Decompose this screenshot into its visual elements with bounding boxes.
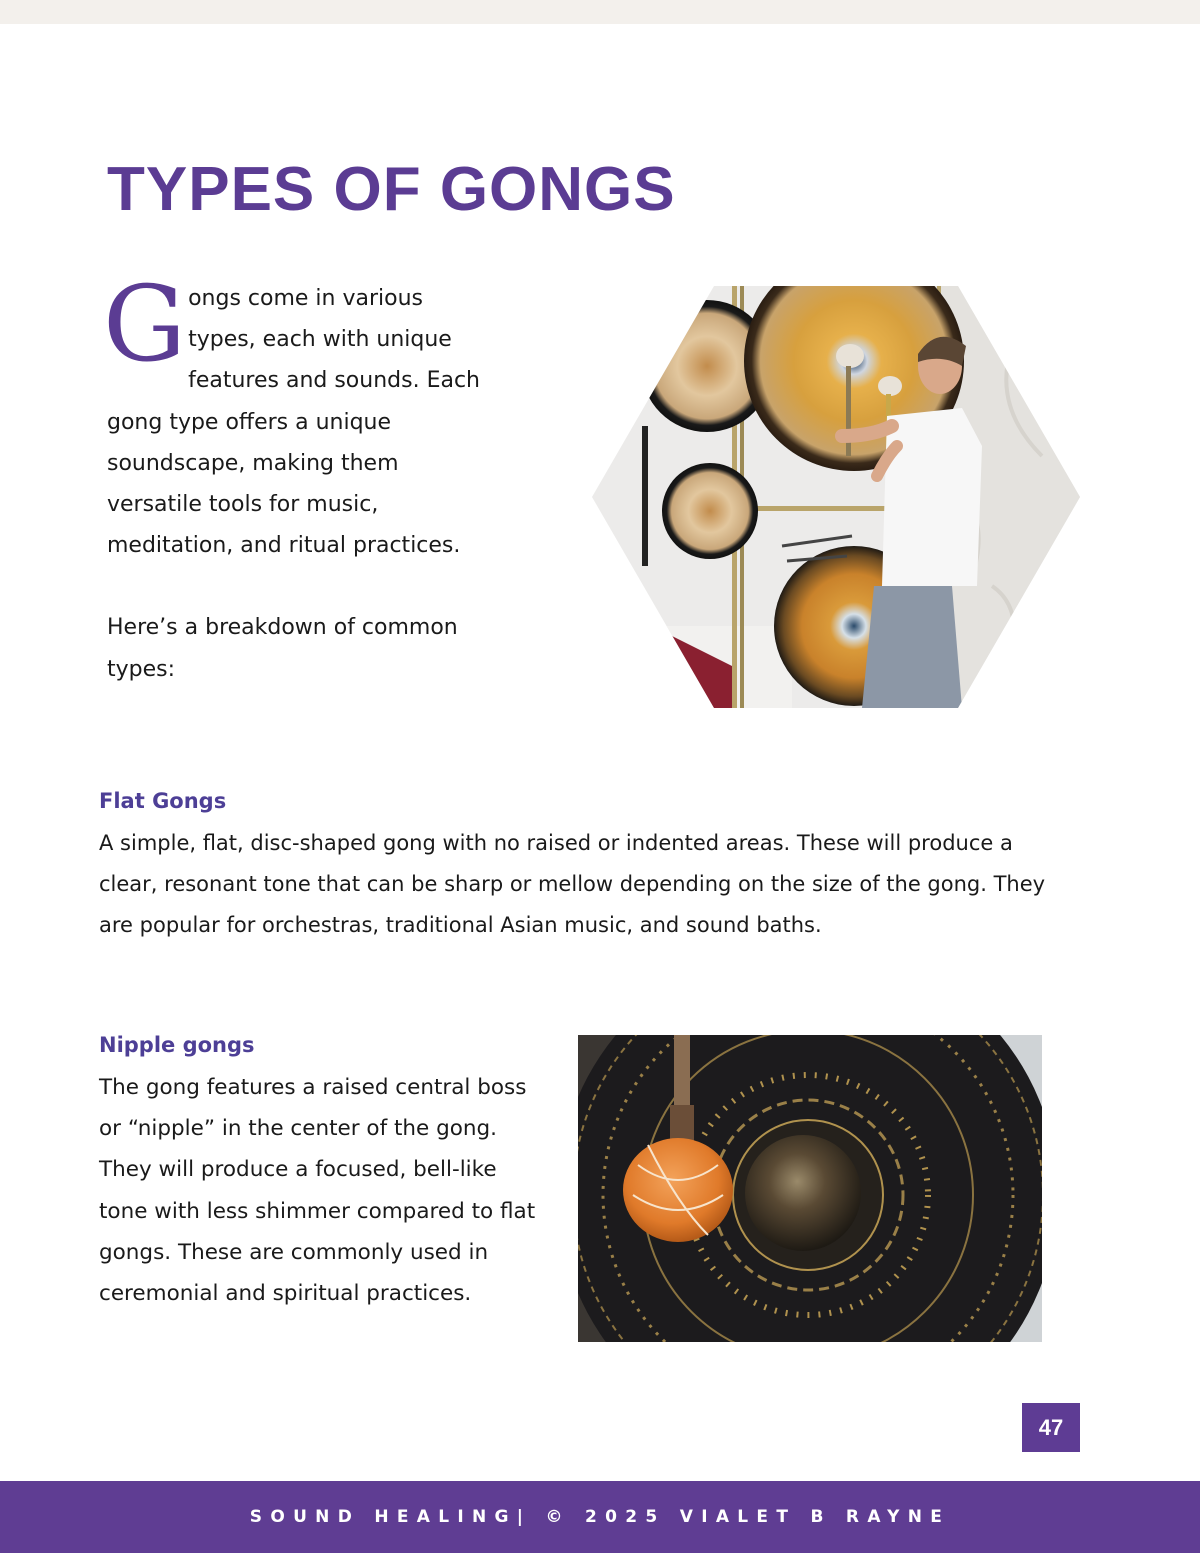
flat-gongs-description: A simple, flat, disc-shaped gong with no raised or indented areas. These will produce a clear, resonant tone that can be sharp or mellow depending on the size of the gong. They are popular for orchestras, traditional Asian music, and sound baths.	[99, 831, 1046, 938]
intro-paragraph-text: ongs come in various types, each with unique features and sounds. Each gong type offers a unique soundscape, making them versatile tools for music, meditation, and ritual practices.	[107, 286, 480, 559]
page-number: 47	[1022, 1403, 1080, 1452]
intro-breakdown-text: Here’s a breakdown of common types:	[107, 615, 458, 682]
nipple-gongs-heading: Nipple gongs	[99, 1033, 255, 1057]
nipple-gongs-description: The gong features a raised central boss or “nipple” in the center of the gong. They will produce a focused, bell-like tone with less shimmer compared to flat gongs. These are commonly used in ceremonial and spiritual practices.	[99, 1075, 536, 1307]
intro-paragraph	[103, 263, 497, 566]
top-strip	[0, 0, 1200, 24]
nipple-gong-photo	[578, 1035, 1042, 1342]
page-title: TYPES OF GONGS	[107, 155, 676, 224]
intro-text-block	[103, 263, 497, 690]
flat-gongs-heading: Flat Gongs	[99, 789, 227, 813]
gong-player-photo	[592, 286, 1080, 708]
footer-text: SOUND HEALING| © 2025 VIALET B RAYNE	[249, 1507, 951, 1527]
footer-bar	[0, 1481, 1200, 1553]
drop-cap: G	[103, 263, 187, 385]
